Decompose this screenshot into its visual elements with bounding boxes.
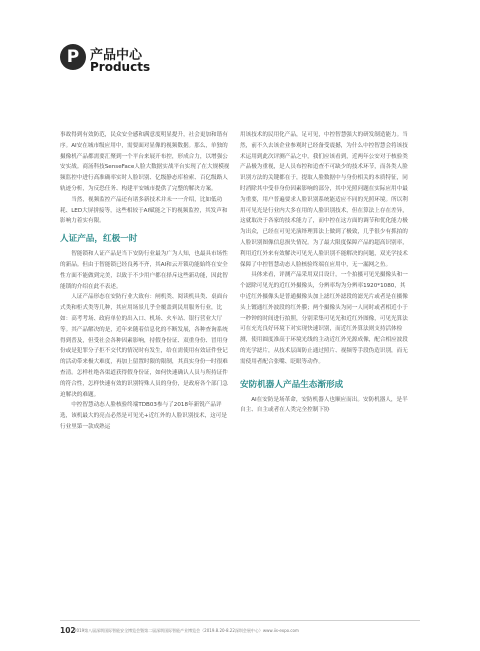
paragraph: 中控智慧动态人脸核验终端TDB03参与了2018年新锐产品评选，该机最大的亮点必然是可见光+近红外的人脸识别技术，这可是行业里第一款成熟运 — [60, 402, 227, 430]
paragraph: 用该技术的民用化产品，足可见，中控智慧强大的研发制造能力。当然，前不久去该企业参观时已经备受震撼，为什么中控智慧会将该技术运用到此次评测产品之中，我们应该看到，近两年公安对于核验类产品极为重视，是人员布控和追查不可缺少的技术环节，而各类人脸识别方法的关键都在于，提取人脸数据中与身份相关的本质特征，同时消除其中受非身份因素影响的部分，其中光照问题在实际应用中最为重要，用户普遍要求人脸识别系统能适应不同的光照环境。所以利用可见光是行业内大多在用的人脸识别技术，但在算法上存在差异，这就取决于各家的技术能力了，而中控在这方面的调节和优化能力极为出众，已经在可见光演绎理算法上做到了极致，几乎很少有抓拍的人脸识别图像信息损失情况。为了最大限度保障产品的超高识别率，利用近红外来有效解决可见光人脸识别不能解决的问题，双光学技术保障了中控智慧动态人脸核验终端在应用中，无一漏网之鱼。 — [240, 132, 408, 268]
paragraph: 事故得到有效防范，民众安全感和满意度明显提升，社会更加和谐有序。AI安在城市级应用中，需要面对显像的视频数据。那么，单独的摄像机产品都需要汇聚到一个平台来展开布控，形成合力，以增强公安实战。商汤科技SenseFace人脸大数据实战平台实现了在大规模视频监控中进行高准确率实时人脸识别、亿级静态库检索、百亿级路人轨迹分析，为反恐任务、构建平安城市提供了完整的解决方案。 — [60, 132, 230, 192]
paragraph: AI在安防是场革命，安防机器人也顺应而出。安防机器人，是半自主、自主或者在人类完全控制下协 — [240, 396, 408, 414]
paragraph: 当然，视频监控产品还有诸多新技术并未一一介绍，比如低功耗、LED大屏拼接等，这些相较于AI赋能之下的视频监控，其发声和影响力着实有限。 — [60, 196, 228, 225]
section-title-en: Products — [90, 60, 151, 74]
right-column — [240, 130, 410, 416]
paragraph: 具体来看，评测产品采用双目设计，一个拍摄可见光摄像头和一个滤除可见光的近红外摄像头，分辨率均为分辨率1920*1080，其中近红外摄像头是普通摄像头加上滤红外滤段的滤光片或者是在摄像头上镀通红外波段的红外膜；两个摄像头为同一人同时或者相近小于一秒钟的时间进行拍照，分别采集可见光和近红外图像，可见光算法可在充光良好环境下对实现快速识别，而近红外算法则支持活体检测，使用圆度准高于环境光线的主动近红外光源成像，配合相应波段的光学滤片，从技术层面防止通过照片、视频等手段伪造识别，而无需使用者配合张嘴、眨眼等动作。 — [240, 272, 408, 365]
section-heading-id-products: 人证产品，红极一时 — [60, 234, 138, 245]
page-number: 102 — [60, 626, 76, 635]
paragraph: 智能锁和人证产品是当下安防行业最为广为人知，也最具市场性的新品。但由于智能锁已经良莠不齐，其AI和云开锁功能始终在安全性方面不能做到完美，以致于不少用户都在择斥这些新功能，因此智能锁的介绍在此不表述。 — [60, 251, 228, 290]
products-logo-icon: P — [60, 44, 86, 70]
footer-divider — [60, 620, 420, 621]
section-title-cn: 产品中心 — [90, 48, 143, 63]
footer-text: 2019第八届深圳国际智能安全博览会暨第二届深圳国际智能产业博览会（2019.8.20-8.22深圳会展中心）www.iis-expo.com — [74, 628, 299, 633]
left-column — [60, 130, 230, 433]
section-heading-security-robots: 安防机器人产品生态渐形成 — [240, 379, 344, 390]
paragraph: 人证产品形态在安防行业大致有：闸机类、阅读机具类、桌面台式类和柜式类等几种，其应用场景几乎全覆盖到民用服务行业，比如：高考考场、政府单位的出入口、机场、火车站、银行营业大厅等。其产品解决的是，近年来随着信息化的不断发展，各种查询系统得到普及，但受社会各种因素影响，持假身份证、双重身份、冒用身份或是犯罪分子拒不交代的情况时有发生，给在需使用有效证件登记的活动带来极大难度，再加上留置时限的限制，其真实身份一时很难查清。怎样杜绝各渠道获得假身份证，如何快速确认人员与所持证件的符合性，怎样快速有效的识别特殊人员的身份，是政府各个部门急迫解决的难题。 — [60, 294, 228, 398]
